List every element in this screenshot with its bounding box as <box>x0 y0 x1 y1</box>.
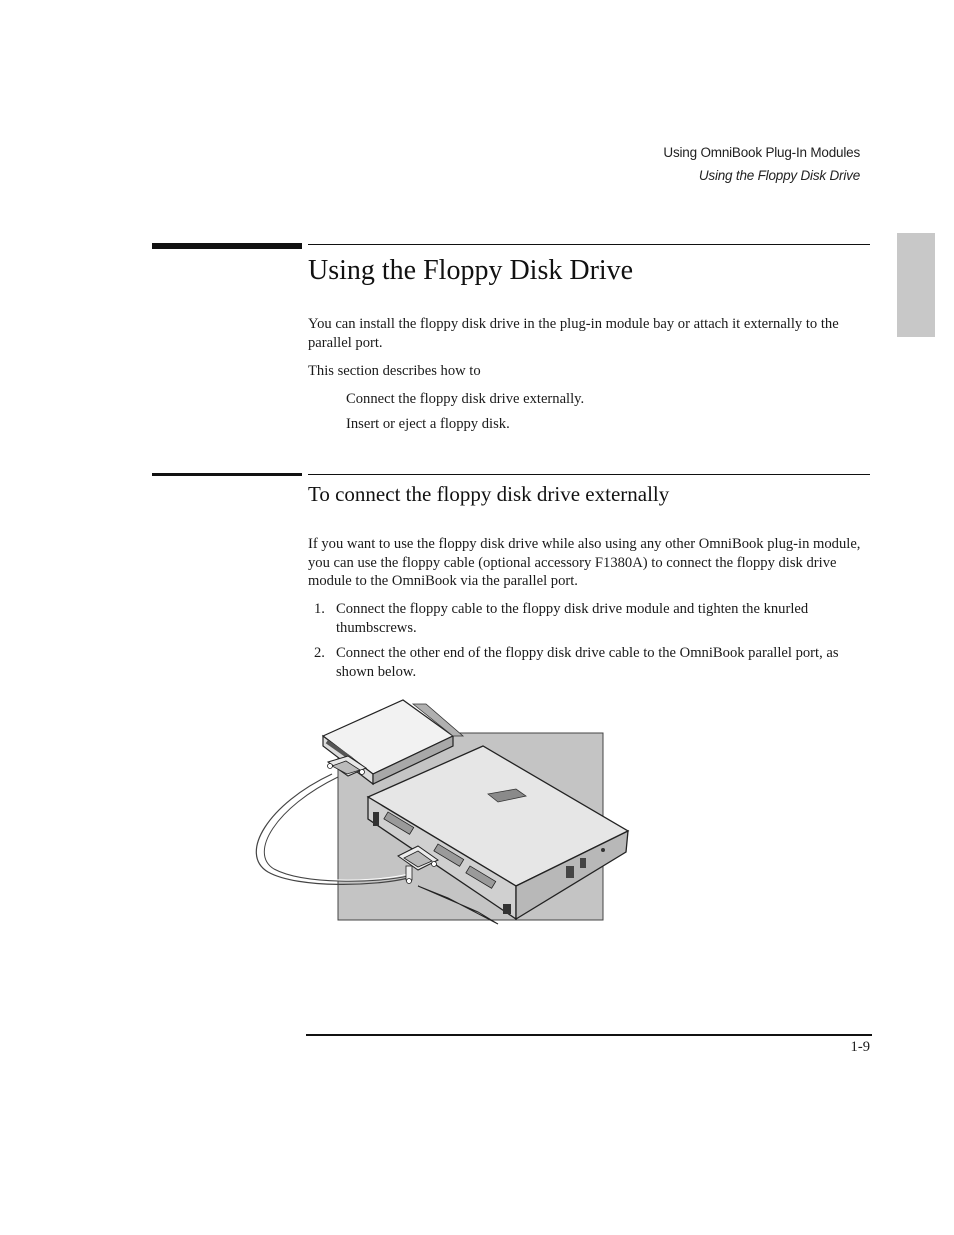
section-rule-thick <box>152 243 302 249</box>
running-head-section: Using the Floppy Disk Drive <box>698 168 860 183</box>
floppy-cable-illustration <box>248 694 634 934</box>
section-lead: This section describes how to <box>308 363 481 379</box>
step-text: Connect the other end of the floppy disk drive cable to the OmniBook parallel port, as shown below. <box>336 645 839 680</box>
step-text: Connect the floppy cable to the floppy disk drive module and tighten the knurled thumbscrews. <box>336 601 809 636</box>
running-head-chapter: Using OmniBook Plug-In Modules <box>663 145 860 160</box>
step-number: 1. <box>314 601 325 617</box>
step-item <box>314 600 874 637</box>
subsection-title: To connect the floppy disk drive externally <box>308 482 670 506</box>
section-title: Using the Floppy Disk Drive <box>308 255 634 286</box>
list-item: Connect the floppy disk drive externally. <box>346 391 585 407</box>
subsection-intro: If you want to use the floppy disk drive while also using any other OmniBook plug-in module, you can use the floppy cable (optional accessory F1380A) to connect the floppy disk drive module to the OmniBook via the parallel port. <box>308 536 861 589</box>
list-item: Insert or eject a floppy disk. <box>346 416 510 432</box>
step-item <box>314 644 874 681</box>
running-head <box>663 141 860 187</box>
section-rule-thin <box>308 244 870 245</box>
footer-rule <box>306 1034 872 1036</box>
chapter-thumb-tab <box>897 233 935 337</box>
subsection-rule-thin <box>308 474 870 475</box>
page-number: 1-9 <box>850 1039 870 1055</box>
step-number: 2. <box>314 645 325 661</box>
subsection-rule-thick <box>152 473 302 476</box>
section-intro: You can install the floppy disk drive in the plug-in module bay or attach it externally to the parallel port. <box>308 316 839 351</box>
